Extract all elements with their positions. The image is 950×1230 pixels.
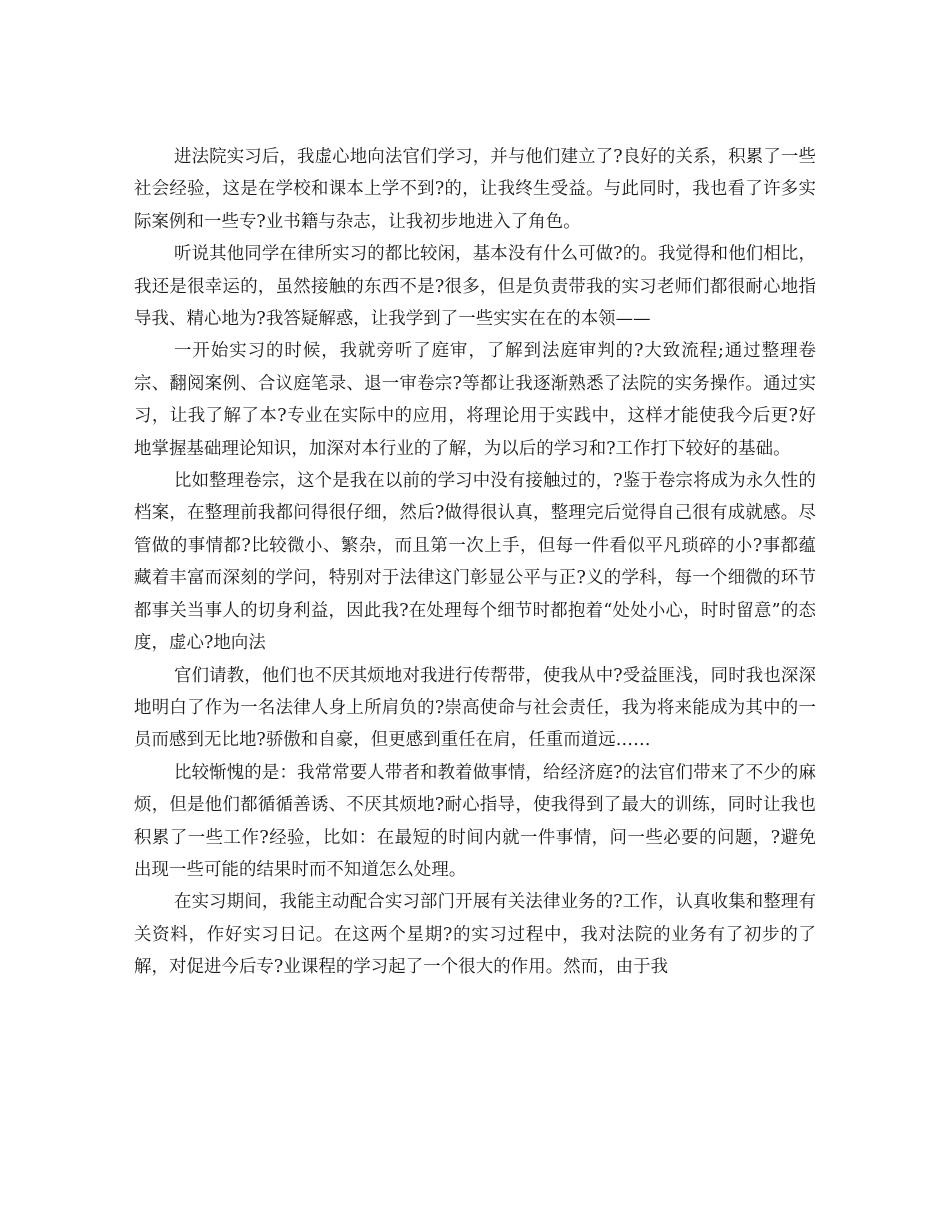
paragraph-6: 比较惭愧的是：我常常要人带者和教着做事情，给经济庭?的法官们带来了不少的麻烦，但是他们都循循善诱、不厌其烦地?耐心指导，使我得到了最大的训练，同时让我也积累了一些工作?经验，比如：在最短的时间内就一件事情，问一些必要的问题，?避免出现一些可能的结果时而不知道怎么处理。 bbox=[134, 762, 816, 880]
paragraph-7: 在实习期间，我能主动配合实习部门开展有关法律业务的?工作，认真收集和整理有关资料，作好实习日记。在这两个星期?的实习过程中，我对法院的业务有了初步的了解，对促进今后专?业课程的学习起了一个很大的作用。然而，由于我 bbox=[134, 892, 816, 978]
paragraph-1: 进法院实习后，我虚心地向法官们学习，并与他们建立了?良好的关系，积累了一些社会经验，这是在学校和课本上学不到?的，让我终生受益。与此同时，我也看了许多实际案例和一些专?业书籍与杂志，让我初步地进入了角色。 bbox=[134, 147, 816, 232]
paragraph-2: 听说其他同学在律所实习的都比较闲，基本没有什么可做?的。我觉得和他们相比，我还是很幸运的，虽然接触的东西不是?很多，但是负责带我的实习老师们都很耐心地指导我、精心地为?我答疑解惑，让我学到了一些实实在在的本领—— bbox=[134, 244, 816, 330]
paragraph-3: 一开始实习的时候，我就旁听了庭审，了解到法庭审判的?大致流程;通过整理卷宗、翻阅案例、合议庭笔录、退一审卷宗?等都让我逐渐熟悉了法院的实务操作。通过实习，让我了解了本?专业在实际中的应用，将理论用于实践中，这样才能使我今后更?好地掌握基础理论知识，加深对本行业的了解，为以后的学习和?工作打下较好的基础。 bbox=[134, 341, 816, 459]
document-body bbox=[134, 141, 816, 984]
paragraph-5: 官们请教，他们也不厌其烦地对我进行传帮带，使我从中?受益匪浅，同时我也深深地明白了作为一名法律人身上所肩负的?崇高使命与社会责任，我为将来能成为其中的一员而感到无比地?骄傲和自豪，但更感到重任在肩，任重而道远…… bbox=[134, 665, 816, 751]
paragraph-4: 比如整理卷宗，这个是我在以前的学习中没有接触过的，?鉴于卷宗将成为永久性的档案，在整理前我都问得很仔细，然后?做得很认真，整理完后觉得自己很有成就感。尽管做的事情都?比较微小、繁杂，而且第一次上手，但每一件看似平凡琐碎的小?事都蕴藏着丰富而深刻的学问，特别对于法律这门彰显公平与正?义的学科，每一个细微的环节都事关当事人的切身利益，因此我?在处理每个细节时都抱着“处处小心，时时留意”的态度，虚心?地向法 bbox=[134, 471, 816, 654]
